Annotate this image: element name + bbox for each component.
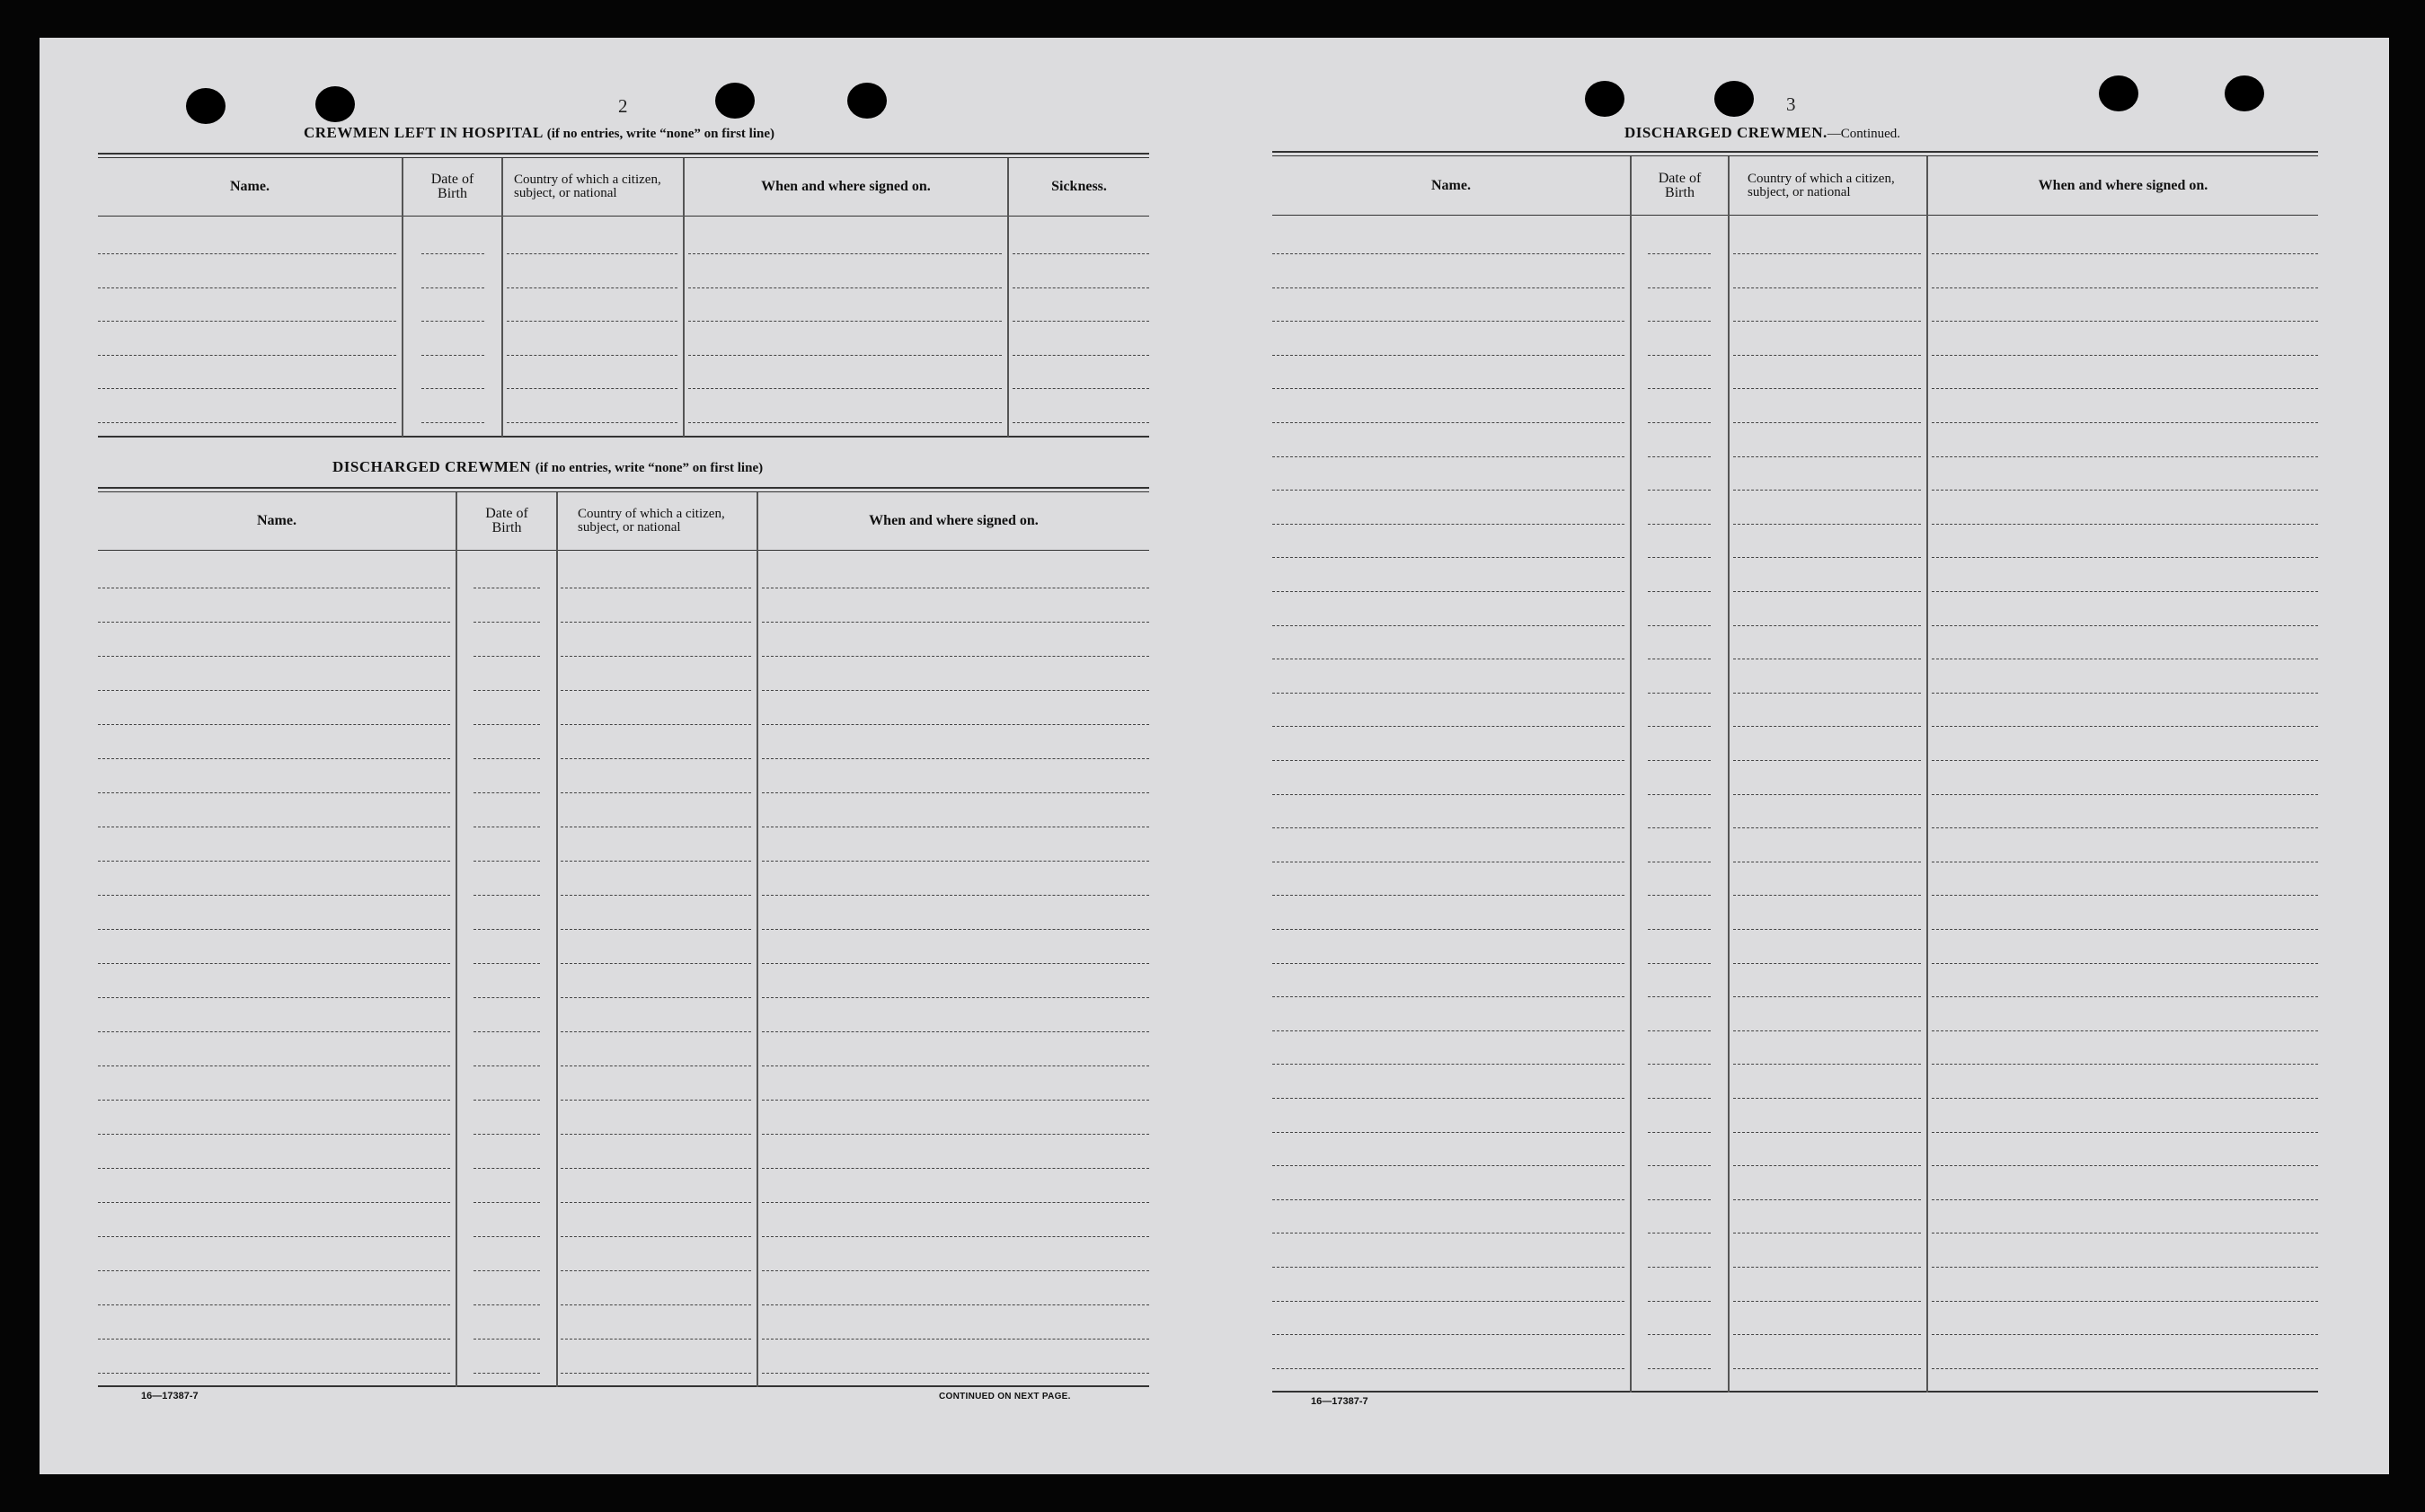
entry-line: [98, 1339, 450, 1340]
entry-line: [98, 656, 450, 657]
entry-line: [1648, 760, 1711, 761]
entry-line: [1648, 355, 1711, 356]
entry-line: [1932, 422, 2318, 423]
entry-line: [473, 1339, 540, 1340]
entry-line: [1932, 1132, 2318, 1133]
column-header-country: Country of which a citizen, subject, or national: [578, 507, 725, 535]
punch-hole: [1585, 81, 1624, 117]
entry-line: [1932, 929, 2318, 930]
entry-line: [98, 1304, 450, 1305]
entry-line: [98, 792, 450, 793]
entry-line: [762, 1339, 1149, 1340]
entry-line: [1013, 287, 1149, 288]
entry-line: [1733, 1030, 1921, 1031]
punch-hole: [715, 83, 755, 119]
entry-line: [1272, 1098, 1624, 1099]
entry-line: [473, 1031, 540, 1032]
form-number: 16—17387-7: [1311, 1396, 1368, 1407]
entry-line: [1932, 963, 2318, 964]
entry-line: [507, 321, 677, 322]
entry-line: [1013, 388, 1149, 389]
entry-line: [1013, 321, 1149, 322]
entry-line: [1733, 1098, 1921, 1099]
entry-line: [507, 355, 677, 356]
entry-line: [1648, 1132, 1711, 1133]
entry-line: [762, 1373, 1149, 1374]
entry-line: [1272, 1132, 1624, 1133]
entry-line: [473, 1168, 540, 1169]
entry-line: [561, 1236, 751, 1237]
entry-line: [1733, 1334, 1921, 1335]
punch-hole: [1714, 81, 1754, 117]
entry-line: [1733, 794, 1921, 795]
entry-line: [1272, 794, 1624, 795]
entry-line: [561, 690, 751, 691]
entry-line: [1272, 490, 1624, 491]
entry-line: [1733, 1064, 1921, 1065]
column-header-sickness: Sickness.: [1051, 179, 1107, 194]
entry-line: [1932, 355, 2318, 356]
column-header-country: Country of which a citizen, subject, or national: [514, 172, 661, 200]
entry-line: [688, 253, 1002, 254]
entry-line: [98, 1100, 450, 1101]
entry-line: [561, 724, 751, 725]
column-header-signed-on: When and where signed on.: [2038, 177, 2208, 193]
entry-line: [1932, 1064, 2318, 1065]
discharged-title-text: DISCHARGED CREWMEN: [332, 458, 532, 475]
hospital-title-note: (if no entries, write “none” on first line): [546, 127, 774, 141]
entry-line: [1932, 388, 2318, 389]
entry-line: [98, 929, 450, 930]
entry-line: [1733, 388, 1921, 389]
punch-hole: [315, 86, 355, 122]
entry-line: [1272, 760, 1624, 761]
entry-line: [1648, 1199, 1711, 1200]
form-number: 16—17387-7: [141, 1391, 199, 1401]
entry-line: [1932, 625, 2318, 626]
entry-line: [98, 622, 450, 623]
entry-line: [98, 997, 450, 998]
header-bottom-rule: [1272, 215, 2318, 216]
discharged-title-note: (if no entries, write “none” on first line): [535, 461, 764, 475]
table-bottom-rule: [98, 1385, 1149, 1387]
entry-line: [421, 321, 484, 322]
entry-line: [1733, 693, 1921, 694]
entry-line: [561, 1373, 751, 1374]
entry-line: [98, 963, 450, 964]
entry-line: [473, 1270, 540, 1271]
punch-hole: [847, 83, 887, 119]
entry-line: [1932, 1368, 2318, 1369]
entry-line: [98, 422, 396, 423]
entry-line: [1932, 287, 2318, 288]
entry-line: [762, 1202, 1149, 1203]
entry-line: [688, 388, 1002, 389]
entry-line: [762, 758, 1149, 759]
continued-note: CONTINUED ON NEXT PAGE.: [939, 1392, 1071, 1401]
entry-line: [98, 1270, 450, 1271]
entry-line: [1648, 253, 1711, 254]
page-number: 2: [618, 95, 628, 117]
entry-line: [507, 422, 677, 423]
entry-line: [561, 1100, 751, 1101]
entry-line: [1932, 1267, 2318, 1268]
entry-line: [561, 1031, 751, 1032]
entry-line: [1932, 794, 2318, 795]
entry-line: [1733, 1267, 1921, 1268]
entry-line: [762, 929, 1149, 930]
entry-line: [762, 1031, 1149, 1032]
entry-line: [561, 963, 751, 964]
entry-line: [1648, 895, 1711, 896]
table-top-rule: [1272, 151, 2318, 153]
entry-line: [421, 388, 484, 389]
hospital-section-title: [304, 124, 774, 142]
table-top-rule: [98, 153, 1149, 155]
entry-line: [1648, 693, 1711, 694]
entry-line: [1648, 794, 1711, 795]
entry-line: [1272, 321, 1624, 322]
entry-line: [1733, 422, 1921, 423]
entry-line: [1733, 524, 1921, 525]
column-header-signed-on: When and where signed on.: [761, 179, 931, 194]
entry-line: [688, 287, 1002, 288]
entry-line: [1932, 693, 2318, 694]
entry-line: [1272, 726, 1624, 727]
entry-line: [1648, 1165, 1711, 1166]
entry-line: [1648, 1030, 1711, 1031]
entry-line: [507, 253, 677, 254]
form-sheet: [40, 38, 2389, 1474]
entry-line: [1733, 827, 1921, 828]
entry-line: [1648, 827, 1711, 828]
entry-line: [1932, 524, 2318, 525]
column-header-name: Name.: [230, 179, 270, 194]
entry-line: [561, 895, 751, 896]
entry-line: [762, 997, 1149, 998]
entry-line: [98, 1031, 450, 1032]
entry-line: [1648, 490, 1711, 491]
entry-line: [473, 1100, 540, 1101]
entry-line: [561, 1304, 751, 1305]
column-header-name: Name.: [257, 513, 296, 528]
entry-line: [1733, 726, 1921, 727]
entry-line: [762, 1100, 1149, 1101]
entry-line: [1648, 1064, 1711, 1065]
entry-line: [561, 758, 751, 759]
entry-line: [688, 355, 1002, 356]
entry-line: [1648, 1368, 1711, 1369]
entry-line: [1648, 557, 1711, 558]
entry-line: [473, 622, 540, 623]
entry-line: [473, 1202, 540, 1203]
entry-line: [473, 997, 540, 998]
entry-line: [688, 422, 1002, 423]
entry-line: [1272, 625, 1624, 626]
entry-line: [688, 321, 1002, 322]
entry-line: [1272, 253, 1624, 254]
punch-hole: [2225, 75, 2264, 111]
table-top-rule: [98, 487, 1149, 489]
column-divider: [556, 492, 558, 1387]
entry-line: [473, 1236, 540, 1237]
entry-line: [1932, 456, 2318, 457]
entry-line: [1932, 760, 2318, 761]
discharged-continued-text: DISCHARGED CREWMEN.: [1624, 124, 1828, 141]
entry-line: [1932, 827, 2318, 828]
entry-line: [561, 1134, 751, 1135]
entry-line: [1272, 1030, 1624, 1031]
entry-line: [1932, 557, 2318, 558]
punch-hole: [186, 88, 226, 124]
entry-line: [762, 1304, 1149, 1305]
entry-line: [1272, 1199, 1624, 1200]
entry-line: [1272, 456, 1624, 457]
entry-line: [1272, 591, 1624, 592]
entry-line: [98, 388, 396, 389]
entry-line: [98, 355, 396, 356]
entry-line: [1272, 388, 1624, 389]
header-bottom-rule: [98, 216, 1149, 217]
column-divider: [1630, 156, 1632, 1393]
entry-line: [762, 1270, 1149, 1271]
entry-line: [473, 792, 540, 793]
entry-line: [1013, 253, 1149, 254]
entry-line: [507, 287, 677, 288]
entry-line: [1272, 355, 1624, 356]
entry-line: [1932, 1334, 2318, 1335]
entry-line: [1932, 1199, 2318, 1200]
entry-line: [1272, 1301, 1624, 1302]
entry-line: [561, 622, 751, 623]
entry-line: [1733, 355, 1921, 356]
entry-line: [98, 724, 450, 725]
entry-line: [1733, 1368, 1921, 1369]
entry-line: [1932, 1301, 2318, 1302]
entry-line: [473, 690, 540, 691]
entry-line: [1733, 591, 1921, 592]
entry-line: [1272, 287, 1624, 288]
entry-line: [1648, 963, 1711, 964]
entry-line: [421, 422, 484, 423]
table-bottom-rule: [1272, 1391, 2318, 1393]
column-header-name: Name.: [1431, 177, 1471, 193]
entry-line: [762, 792, 1149, 793]
entry-line: [1733, 625, 1921, 626]
entry-line: [1733, 760, 1921, 761]
entry-line: [1272, 1064, 1624, 1065]
entry-line: [1932, 253, 2318, 254]
entry-line: [1733, 929, 1921, 930]
column-header-date-of-birth: Date of Birth: [1658, 170, 1702, 200]
entry-line: [762, 690, 1149, 691]
entry-line: [1932, 1165, 2318, 1166]
entry-line: [1648, 1098, 1711, 1099]
entry-line: [1648, 996, 1711, 997]
entry-line: [473, 929, 540, 930]
column-header-date-of-birth: Date of Birth: [485, 506, 528, 535]
entry-line: [98, 861, 450, 862]
entry-line: [1932, 895, 2318, 896]
entry-line: [98, 1134, 450, 1135]
entry-line: [473, 1373, 540, 1374]
entry-line: [1648, 524, 1711, 525]
entry-line: [1932, 726, 2318, 727]
discharged-continued-suffix: —Continued.: [1827, 127, 1901, 141]
entry-line: [561, 792, 751, 793]
entry-line: [473, 895, 540, 896]
entry-line: [1648, 287, 1711, 288]
entry-line: [561, 997, 751, 998]
entry-line: [1272, 929, 1624, 930]
entry-line: [1932, 996, 2318, 997]
entry-line: [1733, 1165, 1921, 1166]
entry-line: [473, 724, 540, 725]
entry-line: [1648, 388, 1711, 389]
entry-line: [1648, 591, 1711, 592]
entry-line: [1648, 1334, 1711, 1335]
entry-line: [1648, 321, 1711, 322]
entry-line: [762, 656, 1149, 657]
entry-line: [762, 861, 1149, 862]
entry-line: [561, 1065, 751, 1066]
entry-line: [1733, 1132, 1921, 1133]
column-divider: [1926, 156, 1928, 1393]
entry-line: [98, 1065, 450, 1066]
entry-line: [473, 861, 540, 862]
entry-line: [473, 758, 540, 759]
entry-line: [98, 287, 396, 288]
column-divider: [1728, 156, 1730, 1393]
entry-line: [762, 1065, 1149, 1066]
punch-hole: [2099, 75, 2138, 111]
entry-line: [561, 861, 751, 862]
hospital-title-text: CREWMEN LEFT IN HOSPITAL: [304, 124, 543, 141]
entry-line: [473, 963, 540, 964]
header-bottom-rule: [98, 550, 1149, 551]
entry-line: [98, 1202, 450, 1203]
entry-line: [561, 1339, 751, 1340]
table-bottom-rule: [98, 436, 1149, 438]
entry-line: [1648, 1301, 1711, 1302]
entry-line: [1932, 591, 2318, 592]
entry-line: [421, 287, 484, 288]
entry-line: [98, 1373, 450, 1374]
entry-line: [1272, 524, 1624, 525]
entry-line: [98, 321, 396, 322]
entry-line: [98, 895, 450, 896]
entry-line: [473, 656, 540, 657]
entry-line: [98, 1236, 450, 1237]
entry-line: [1272, 422, 1624, 423]
page-number: 3: [1786, 93, 1796, 115]
entry-line: [1648, 929, 1711, 930]
column-divider: [456, 492, 457, 1387]
entry-line: [1648, 625, 1711, 626]
entry-line: [1648, 1267, 1711, 1268]
entry-line: [762, 724, 1149, 725]
entry-line: [1272, 557, 1624, 558]
entry-line: [1733, 1301, 1921, 1302]
entry-line: [1733, 490, 1921, 491]
entry-line: [762, 622, 1149, 623]
entry-line: [1272, 1165, 1624, 1166]
entry-line: [762, 1236, 1149, 1237]
entry-line: [1648, 422, 1711, 423]
entry-line: [1272, 996, 1624, 997]
entry-line: [98, 758, 450, 759]
entry-line: [561, 656, 751, 657]
entry-line: [561, 929, 751, 930]
entry-line: [1733, 253, 1921, 254]
entry-line: [1932, 490, 2318, 491]
column-header-signed-on: When and where signed on.: [869, 513, 1039, 528]
discharged-continued-title: [1624, 124, 1900, 142]
entry-line: [1272, 895, 1624, 896]
entry-line: [1013, 355, 1149, 356]
entry-line: [1648, 726, 1711, 727]
entry-line: [98, 253, 396, 254]
entry-line: [473, 1065, 540, 1066]
entry-line: [421, 355, 484, 356]
column-header-date-of-birth: Date of Birth: [430, 172, 474, 201]
entry-line: [762, 1168, 1149, 1169]
entry-line: [473, 1304, 540, 1305]
entry-line: [1733, 1199, 1921, 1200]
entry-line: [421, 253, 484, 254]
entry-line: [1932, 321, 2318, 322]
entry-line: [507, 388, 677, 389]
entry-line: [1272, 1368, 1624, 1369]
entry-line: [1272, 963, 1624, 964]
entry-line: [1733, 963, 1921, 964]
column-header-country: Country of which a citizen, subject, or national: [1748, 171, 1895, 199]
discharged-section-title: [332, 458, 763, 476]
entry-line: [561, 1202, 751, 1203]
entry-line: [1733, 895, 1921, 896]
entry-line: [1648, 456, 1711, 457]
entry-line: [1733, 996, 1921, 997]
entry-line: [1272, 1334, 1624, 1335]
entry-line: [98, 690, 450, 691]
entry-line: [1013, 422, 1149, 423]
entry-line: [1272, 827, 1624, 828]
entry-line: [1932, 1098, 2318, 1099]
entry-line: [98, 1168, 450, 1169]
entry-line: [1733, 287, 1921, 288]
entry-line: [1272, 1267, 1624, 1268]
entry-line: [762, 963, 1149, 964]
entry-line: [762, 1134, 1149, 1135]
entry-line: [473, 1134, 540, 1135]
entry-line: [561, 1168, 751, 1169]
entry-line: [561, 1270, 751, 1271]
entry-line: [1272, 693, 1624, 694]
entry-line: [1733, 456, 1921, 457]
entry-line: [1733, 321, 1921, 322]
column-divider: [757, 492, 758, 1387]
entry-line: [762, 895, 1149, 896]
entry-line: [1932, 1030, 2318, 1031]
entry-line: [1733, 557, 1921, 558]
